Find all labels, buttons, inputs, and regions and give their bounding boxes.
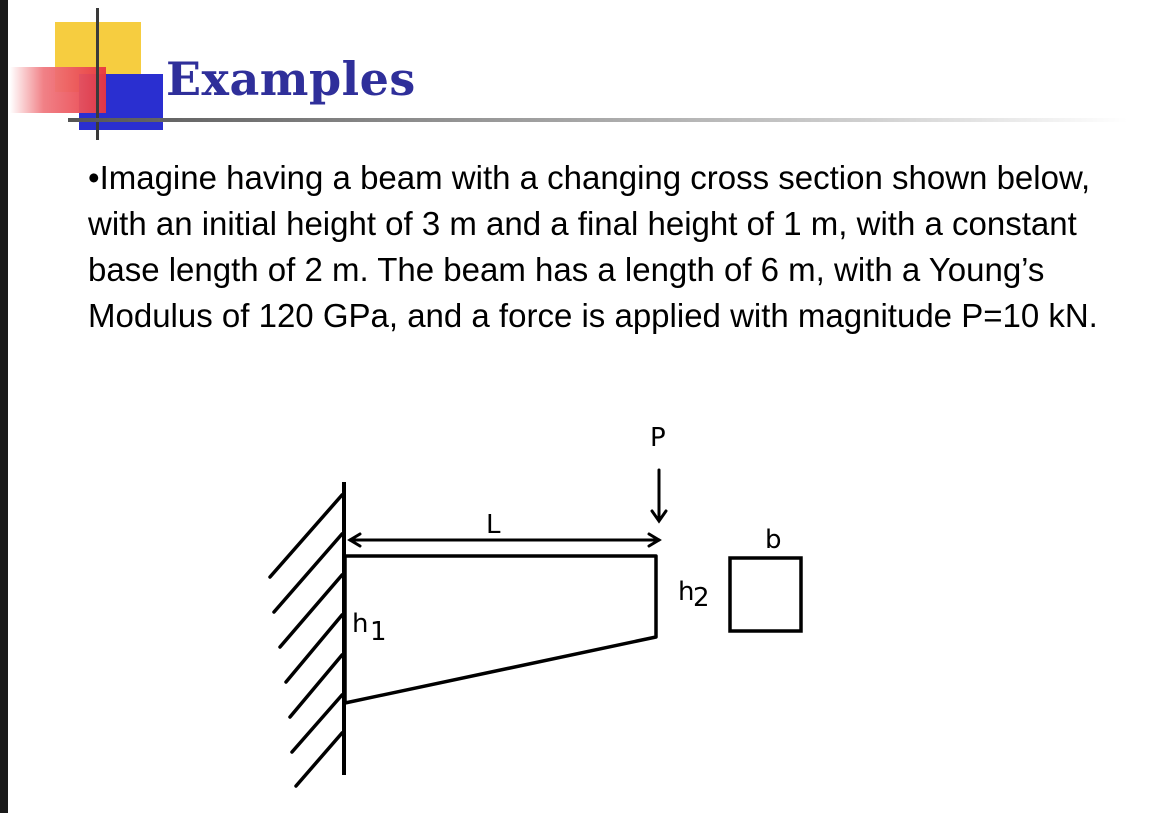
h2-subscript: 2 (693, 583, 710, 613)
h2-label: h (678, 577, 695, 607)
problem-statement (88, 155, 1148, 339)
wall-hatching (270, 495, 342, 786)
decor-red-bar (10, 67, 106, 113)
h1-label: h (352, 609, 369, 639)
length-label: L (486, 510, 501, 540)
length-dimension-arrow (350, 534, 659, 546)
base-label: b (765, 525, 782, 555)
title-underline (68, 118, 1128, 122)
beam-diagram (8, 400, 1170, 813)
slide-title: Examples (166, 52, 416, 106)
slide (8, 0, 1170, 813)
cross-section-square (730, 558, 801, 631)
force-arrow (652, 470, 666, 521)
force-label: P (650, 423, 666, 453)
h1-subscript: 1 (370, 617, 387, 647)
tapered-beam (345, 556, 656, 703)
problem-text: Imagine having a beam with a changing cross section shown below, with an initial height of 3 m and a final height of 1 m, with a constant base length of 2 m. The beam has a length of 6 m, with a Young’s Modulus of 120 GPa, and a force is applied with magnitude P=10 kN. (88, 159, 1098, 334)
bullet: • (88, 159, 100, 196)
